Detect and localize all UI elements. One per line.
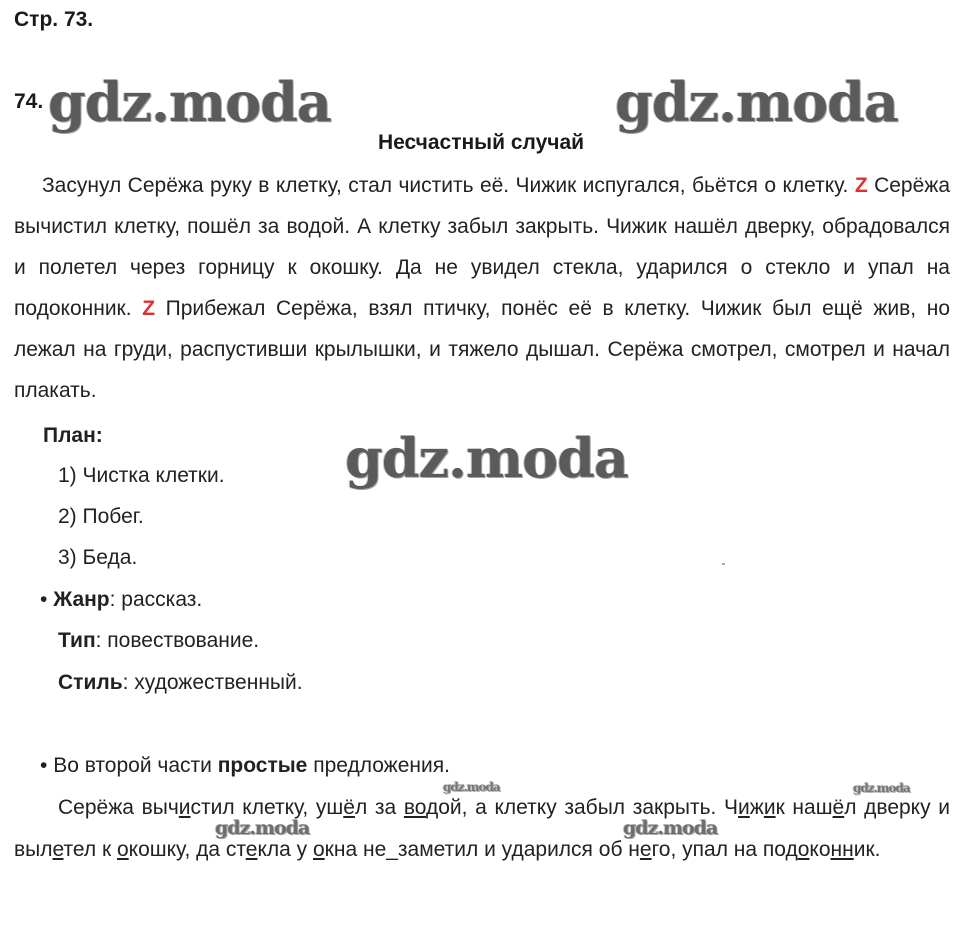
style-label: Стиль (58, 671, 123, 694)
watermark-logo: gdz.moda (215, 817, 310, 839)
text-segment: л дверку и выл (14, 796, 951, 861)
text-segment: стил клетку, уш (190, 796, 344, 819)
underlined-letter: во (403, 796, 426, 819)
underlined-letter: о (116, 838, 129, 861)
story-paragraph (14, 165, 950, 411)
genre-label: Жанр (53, 588, 110, 611)
bullet: • (40, 588, 48, 611)
genre-value: : рассказ. (109, 588, 203, 611)
paragraph-marker: Z (142, 297, 156, 320)
story-part-1: Засунул Серёжа руку в клетку, стал чистить её. Чижик испугался, бьётся о клетку. (42, 174, 849, 197)
underlined-letter: е (245, 838, 258, 861)
plan-item: 1) Чистка клетки. (58, 464, 225, 487)
genre-line (40, 579, 202, 620)
type-value: : повествование. (95, 629, 260, 652)
underlined-letter: ё (832, 796, 845, 819)
watermark-logo: gdz.moda (615, 70, 898, 134)
paragraph-marker: Z (854, 174, 868, 197)
type-line (58, 620, 259, 661)
underlined-letter: о (797, 838, 810, 861)
text-segment: л за (354, 796, 404, 819)
text-segment: к наш (775, 796, 833, 819)
underlined-letter: и (738, 796, 750, 819)
underlined-letter: и (178, 796, 191, 819)
rewritten-paragraph (14, 787, 950, 871)
watermark-logo: gdz.moda (345, 426, 628, 490)
story-part-3: Прибежал Серёжа, взял птичку, понёс её в клетку. Чижик был ещё жив, но лежал на груди, распустивши крылышки, и тяжело дышал. Серёжа смотрел, смотрел и начал плакать. (14, 297, 951, 402)
plan-item: 2) Побег. (58, 505, 144, 528)
stray-mark (722, 563, 725, 565)
style-value: : художественный. (122, 671, 303, 694)
watermark-logo: gdz.moda (853, 781, 910, 795)
text-segment: ко (809, 838, 831, 861)
second-part-emphasis: простые (217, 754, 308, 777)
story-title: Несчастный случай (377, 131, 585, 154)
underlined-letter: ё (343, 796, 355, 819)
second-part-text-before: Во второй части (53, 754, 218, 777)
page-number: Стр. 73. (14, 8, 94, 31)
rewritten-text (14, 796, 950, 861)
style-line (58, 662, 303, 703)
plan-heading: План: (43, 424, 103, 447)
text-segment: кла у (257, 838, 313, 861)
type-label: Тип (58, 629, 96, 652)
second-part-text-after: предложения. (307, 754, 450, 777)
underlined-letter: нн (830, 838, 854, 861)
text-segment: го, упал на под (651, 838, 798, 861)
watermark-logo: gdz.moda (48, 70, 331, 134)
watermark-logo: gdz.moda (623, 817, 718, 839)
watermark-logo: gdz.moda (443, 780, 500, 794)
task-number: 74. (14, 90, 44, 113)
text-segment: кна не_заметил и ударился об н (324, 838, 640, 861)
text-segment: дой, а клетку забыл закрыть. Ч (425, 796, 739, 819)
plan-item: 3) Беда. (58, 546, 138, 569)
story-part-2: Серёжа вычистил клетку, пошёл за водой. А клетку забыл закрыть. Чижик нашёл дверку, обрадовался и полетел через горницу к окошку. Да не увидел стекла, ударился о стекло и упал на подоконник. (14, 174, 950, 320)
underlined-letter: е (639, 838, 652, 861)
second-part-line (40, 745, 450, 786)
underlined-letter: и (763, 796, 776, 819)
text-segment: ик. (853, 838, 881, 861)
underlined-letter: е (52, 838, 64, 861)
text-segment: Серёжа выч (58, 796, 179, 819)
text-segment: тел к (63, 838, 117, 861)
bullet: • (40, 754, 48, 777)
text-segment: ж (749, 796, 764, 819)
text-segment: кошку, да ст (128, 838, 246, 861)
underlined-letter: о (312, 838, 325, 861)
